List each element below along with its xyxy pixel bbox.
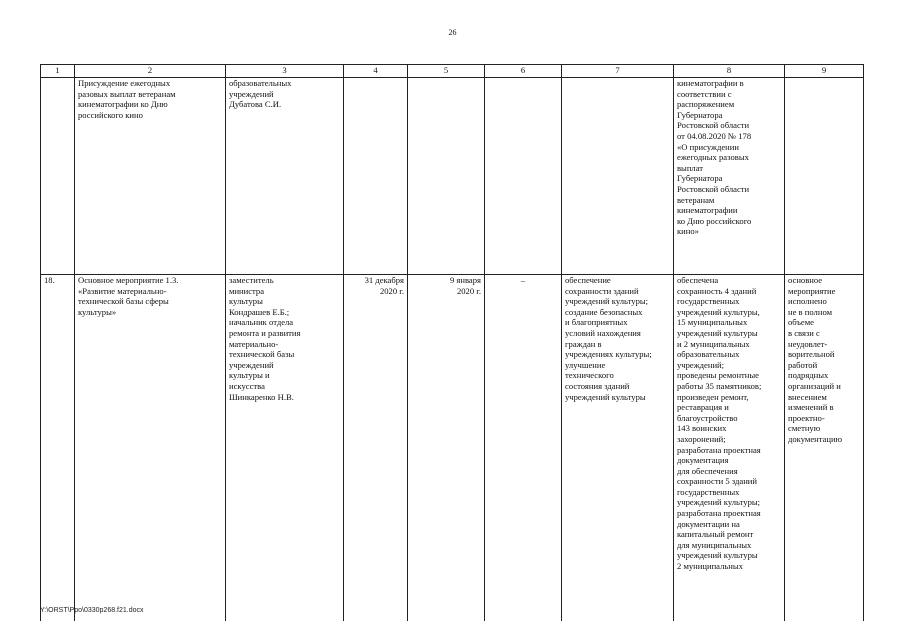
- footer-file-path: Y:\ORST\Ppo\0330p268.f21.docx: [40, 607, 144, 614]
- cell-planned-date: [344, 78, 408, 275]
- cell-reasons: [785, 78, 864, 275]
- cell-number: [41, 78, 75, 275]
- table-row-continuation: [41, 78, 864, 275]
- cell-planned-date: 31 декабря 2020 г.: [344, 275, 408, 622]
- cell-actual-start: 9 января 2020 г.: [408, 275, 485, 622]
- column-number-row: [41, 65, 864, 78]
- cell-planned-result: обеспечение сохранности зданий учреждений культуры; создание безопасных и благоприятных условий нахождения граждан в учреждениях культуры; улучшение технического состояния зданий учреждений культуры: [562, 275, 674, 622]
- page-number: 26: [448, 28, 457, 37]
- column-header-7: 7: [562, 65, 674, 78]
- cell-number: 18.: [41, 275, 75, 622]
- column-header-9: 9: [785, 65, 864, 78]
- report-table: [40, 64, 864, 621]
- cell-actual-start: [408, 78, 485, 275]
- column-header-1: 1: [41, 65, 75, 78]
- cell-event-name: Присуждение ежегодных разовых выплат ветеранам кинематографии ко Дню российского кино: [75, 78, 226, 275]
- table-row-18: [41, 275, 864, 622]
- column-header-6: 6: [485, 65, 562, 78]
- cell-actual-end: [485, 78, 562, 275]
- column-header-4: 4: [344, 65, 408, 78]
- column-header-8: 8: [674, 65, 785, 78]
- cell-responsible: заместитель министра культуры Кондрашев Е.Б.; начальник отдела ремонта и развития материально- технической базы учреждений культуры и искусства Шинкаренко Н.В.: [226, 275, 344, 622]
- cell-event-name: Основное мероприятие 1.3. «Развитие материально- технической базы сферы культуры»: [75, 275, 226, 622]
- cell-planned-result: [562, 78, 674, 275]
- column-header-3: 3: [226, 65, 344, 78]
- cell-actual-end: –: [485, 275, 562, 622]
- cell-actual-result: обеспечена сохранность 4 зданий государственных учреждений культуры, 15 муниципальных учреждений культуры и 2 муниципальных образовательных учреждений; проведены ремонтные работы 35 памятников; произведен ремонт, реставрация и благоустройство 143 воинских захоронений; разработана проектная документация для обеспечения сохранности 5 зданий государственных учреждений культуры; разработана проектная документации на капитальный ремонт для муниципальных учреждений культуры 2 муниципальных: [674, 275, 785, 622]
- cell-actual-result: кинематографии в соответствии с распоряжением Губернатора Ростовской области от 04.08.2020 № 178 «О присуждении ежегодных разовых выплат Губернатора Ростовской области ветеранам кинематографии ко Дню российского кино»: [674, 78, 785, 275]
- cell-responsible: образовательных учреждений Дубатова С.И.: [226, 78, 344, 275]
- column-header-2: 2: [75, 65, 226, 78]
- cell-reasons: основное мероприятие исполнено не в полном объеме в связи с неудовлет- ворительной работой подрядных организаций и внесением изменений в проектно- сметную документацию: [785, 275, 864, 622]
- column-header-5: 5: [408, 65, 485, 78]
